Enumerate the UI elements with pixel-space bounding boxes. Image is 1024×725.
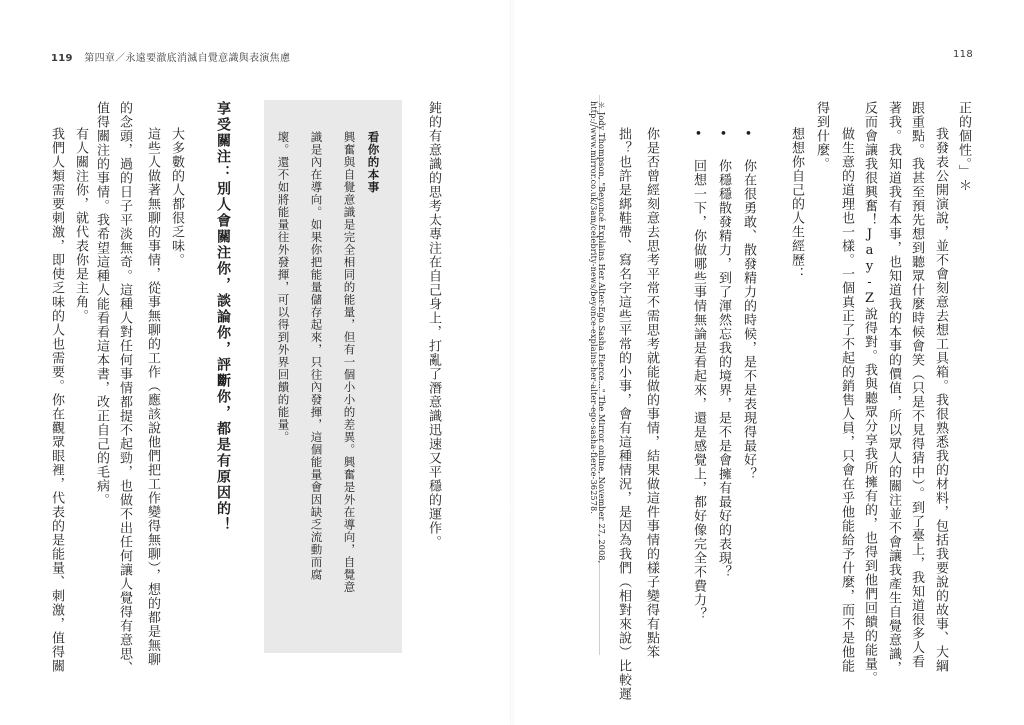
- box-line: 興奮與自覺意識是完全相同的能量，但有一個小小的差異。興奮是外在導向，自覺意: [342, 131, 357, 594]
- text-column: 著我。我知道我有本事，也知道我的本事的價值，所以眾人的關注並不會讓我產生自覺意識，: [886, 101, 901, 675]
- text-column: 正的個性。」＊: [956, 101, 971, 193]
- bullet-item: • 回想一下，你做哪些事情無論是看起來，還是感覺上，都好像完全不費力？: [691, 127, 706, 621]
- text-column: 大多數的人都很乏味。: [169, 127, 184, 267]
- text-column: 做生意的道理也一樣。一個真正了不起的銷售人員，只會在乎他能給予什麼，而不是他能: [839, 127, 854, 673]
- section-heading: 享受關注：別人會關注你，談論你，評斷你，都是有原因的！: [215, 101, 231, 533]
- box-title: 看你的本事: [366, 131, 381, 194]
- text-column: 這些人做著無聊的事情，從事無聊的工作（應該說他們把工作變得無聊），想的都是無聊: [145, 127, 160, 667]
- text-column: 值得關注的事情。我希望這種人能看看這本書，改正自己的毛病。: [94, 101, 109, 507]
- running-title: 第四章／永遠要澈底消滅自覺意識與表演焦慮: [84, 53, 291, 64]
- footnote: ＊ Jody Thompson, "Beyoncé Explains Her Alter-Ego Sasha Fierce…" The Mirror online, November 27, 2008, http://www.mirror.co.uk/3am/celebrity-news/beyonce-explains-her-alter-ego-sasha-fierce-362578.: [589, 101, 606, 564]
- text-column: 反而會讓我很興奮！Jay-Z說得對。我與聽眾分享我所擁有的，也得到他們回饋的能量。: [862, 101, 877, 685]
- text-column: 得到什麼。: [814, 101, 829, 171]
- text-column: 跟重點。我甚至預先想到聽眾什麼時候會笑（只是不見得猜中）。到了臺上，我知道很多人看: [909, 101, 924, 669]
- sidebar-box: [264, 100, 402, 653]
- box-line: 識是內在導向。如果你把能量儲存起來，只往內發揮，這個能量會因缺乏流動而腐: [309, 131, 324, 581]
- text-column: 拙？也許是綁鞋帶、寫名字這些平常的小事，會有這種情況，是因為我們（相對來說）比較遲: [616, 127, 631, 701]
- text-column: 有人關注你，就代表你是主角。: [73, 127, 88, 323]
- continuation-text: 鈍的有意識的思考太專注在自己身上，打亂了潛意識迅速又平穩的運作。: [426, 101, 441, 549]
- text-column: 想想你自己的人生經歷：: [789, 127, 804, 281]
- page-number-left: 119: [51, 53, 73, 64]
- text-column: 我們人類需要刺激，即使乏味的人也需要。你在觀眾眼裡，代表的是能量、刺激，值得關: [49, 127, 64, 673]
- running-header-left: [51, 49, 290, 64]
- text-column: 的念頭，過的日子平淡無奇。這種人對任何事情都提不起勁，也做不出任何讓人覺得有意思、: [117, 101, 132, 675]
- text-column: 你是否曾經刻意去思考平常不需思考就能做的事情，結果做這件事情的樣子變得有點笨: [644, 127, 659, 659]
- bullet-item: • 你穩穩散發精力，到了渾然忘我的境界，是不是會擁有最好的表現？: [716, 127, 731, 579]
- text-column: 我發表公開演說，並不會刻意去想工具箱。我很熟悉我的材料，包括我要說的故事、大綱: [933, 127, 948, 673]
- box-line: 壞。還不如將能量往外發揮，可以得到外界回饋的能量。: [276, 131, 291, 444]
- page-number-right: 118: [953, 49, 973, 60]
- bullet-item: • 你在很勇敢、散發精力的時候，是不是表現得最好？: [741, 127, 756, 481]
